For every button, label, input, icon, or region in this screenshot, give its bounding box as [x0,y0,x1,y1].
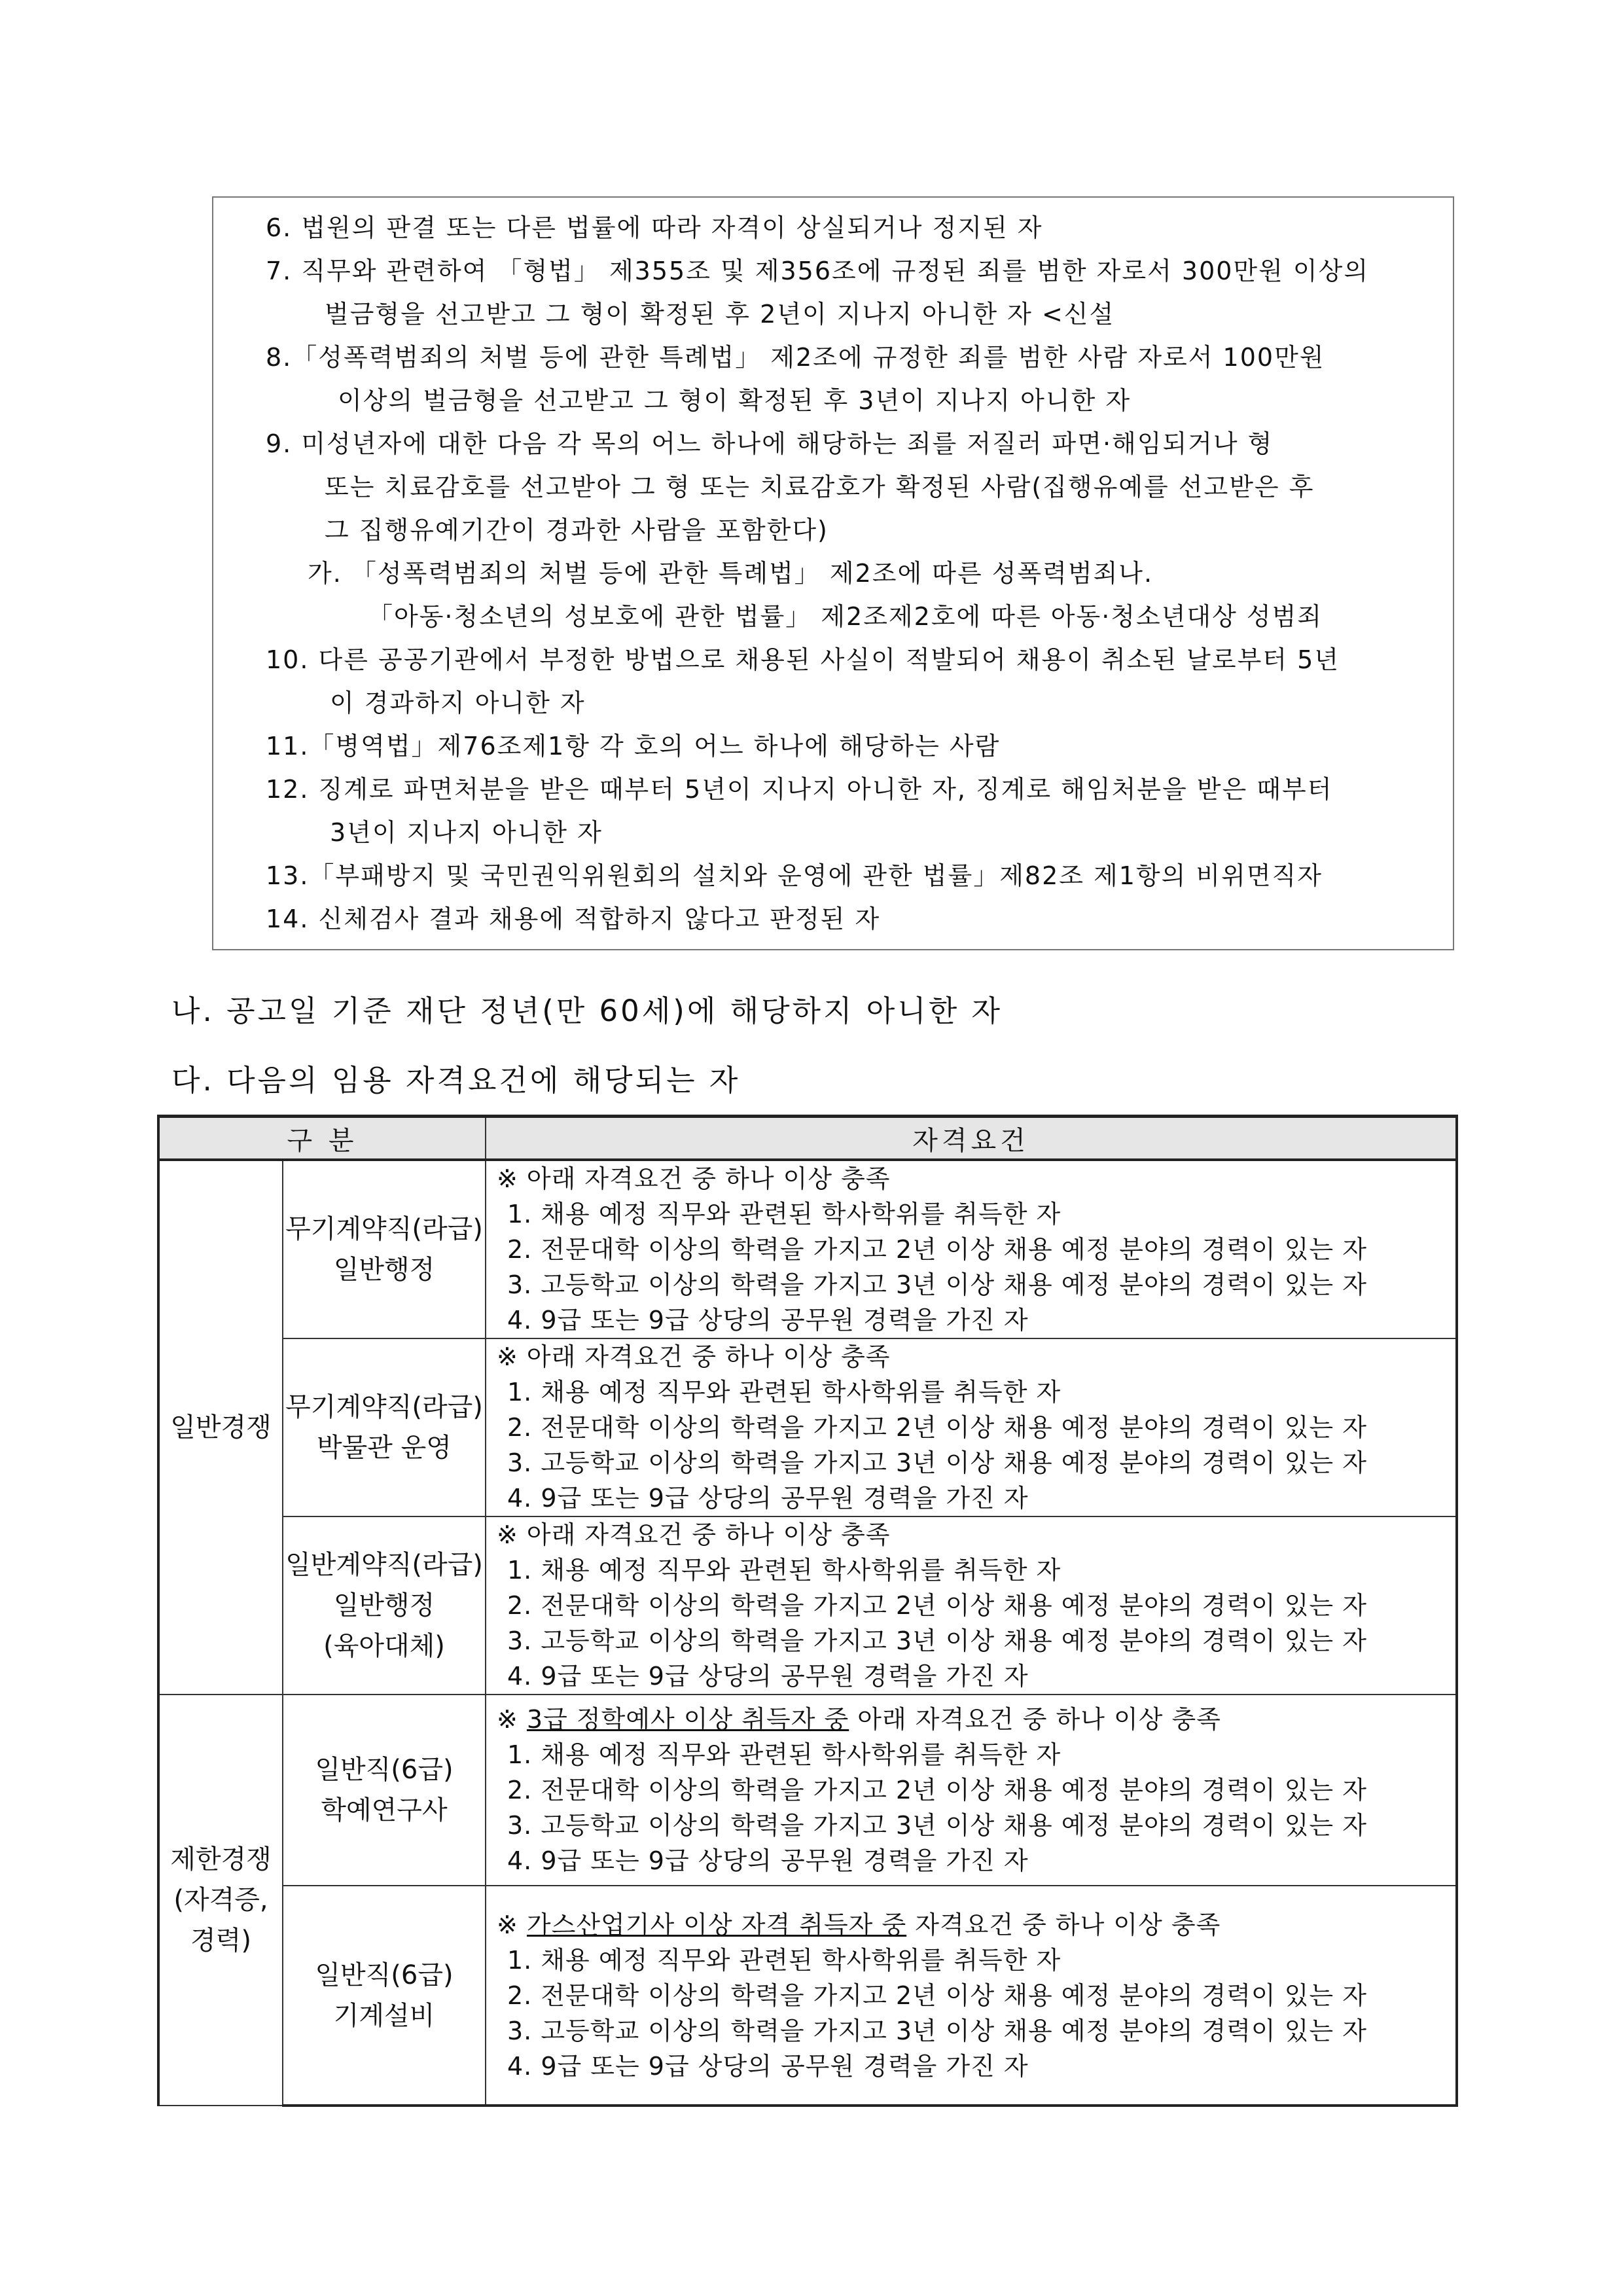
requirement-item-1: 1. 채용 예정 직무와 관련된 학사학위를 취득한 자 [507,1378,1061,1407]
requirement-item-3: 3. 고등학교 이상의 학력을 가지고 3년 이상 채용 예정 분야의 경력이 있는 자 [507,1270,1367,1299]
position-note: (육아대체) [323,1631,445,1661]
requirement-item-1: 1. 채용 예정 직무와 관련된 학사학위를 취득한 자 [507,1945,1061,1975]
requirement-item-3: 3. 고등학교 이상의 학력을 가지고 3년 이상 채용 예정 분야의 경력이 있는 자 [507,1626,1367,1655]
list-subitem-ga-cont: 「아동·청소년의 성보호에 관한 법률」 제2조제2호에 따른 아동·청소년대상 성범죄 [368,602,1323,631]
section-heading-na: 나. 공고일 기준 재단 정년(만 60세)에 해당하지 아니한 자 [171,994,1003,1028]
requirement-cell [486,1695,1457,1886]
list-item-9: 9. 미성년자에 대한 다음 각 목의 어느 하나에 해당하는 죄를 저질러 파면·해임되거나 형 [266,429,1274,458]
header-requirement: 자격요건 [486,1117,1457,1160]
list-item-10: 10. 다른 공공기관에서 부정한 방법으로 채용된 사실이 적발되어 채용이 취소된 날로부터 5년 [266,645,1340,674]
list-item-6: 6. 법원의 판결 또는 다른 법률에 따라 자격이 상실되거나 정지된 자 [266,213,1043,242]
category-limited-line-1: 제한경쟁 [170,1844,272,1874]
requirement-item-2: 2. 전문대학 이상의 학력을 가지고 2년 이상 채용 예정 분야의 경력이 있는 자 [507,1235,1367,1264]
requirement-item-2: 2. 전문대학 이상의 학력을 가지고 2년 이상 채용 예정 분야의 경력이 있는 자 [507,1591,1367,1620]
table-header-row [158,1117,1457,1160]
table-row [158,1886,1457,2106]
list-item-9-cont: 또는 치료감호를 선고받아 그 형 또는 치료감호가 확정된 사람(집행유예를 선고받은 후 [325,473,1315,501]
requirement-item-4: 4. 9급 또는 9급 상당의 공무원 경력을 가진 자 [507,1306,1029,1335]
position-field: 학예연구사 [321,1795,448,1825]
position-field: 일반행정 [333,1255,435,1285]
list-item-12-cont: 3년이 지나지 아니한 자 [330,818,603,847]
position-field: 기계설비 [333,2000,435,2031]
position-type: 일반직(6급) [315,1960,454,1990]
list-item-8: 8.「성폭력범죄의 처벌 등에 관한 특례법」 제2조에 규정한 죄를 범한 사람 자로서 100만원 [266,343,1325,372]
requirement-item-2: 2. 전문대학 이상의 학력을 가지고 2년 이상 채용 예정 분야의 경력이 있는 자 [507,1413,1367,1442]
position-type: 일반직(6급) [315,1755,454,1785]
position-type: 일반계약직(라급) [285,1550,483,1580]
list-item-8-cont: 이상의 벌금형을 선고받고 그 형이 확정된 후 3년이 지나지 아니한 자 [338,386,1132,415]
position-field: 일반행정 [333,1590,435,1621]
list-item-10-cont: 이 경과하지 아니한 자 [330,689,586,717]
category-general [158,1160,283,1695]
position-type: 무기계약직(라급) [285,1214,483,1244]
requirement-note: ※ 3급 정학예사 이상 취득자 중 아래 자격요건 중 하나 이상 충족 [497,1705,1221,1734]
requirement-cell [486,1516,1457,1695]
category-limited-line-2: (자격증, [173,1885,268,1915]
list-item-7: 7. 직무와 관련하여 「형법」 제355조 및 제356조에 규정된 죄를 범한 자로서 300만원 이상의 [266,257,1370,285]
requirement-item-3: 3. 고등학교 이상의 학력을 가지고 3년 이상 채용 예정 분야의 경력이 있는 자 [507,2016,1367,2045]
requirement-cell [486,1886,1457,2106]
list-item-12: 12. 징계로 파면처분을 받은 때부터 5년이 지나지 아니한 자, 징계로 해임처분을 받은 때부터 [266,775,1333,804]
requirement-item-4: 4. 9급 또는 9급 상당의 공무원 경력을 가진 자 [507,2051,1029,2081]
table-row [158,1338,1457,1516]
category-limited [158,1695,283,2106]
table-row [158,1695,1457,1886]
list-item-9-cont2: 그 집행유예기간이 경과한 사람을 포함한다) [325,516,829,545]
requirement-item-3: 3. 고등학교 이상의 학력을 가지고 3년 이상 채용 예정 분야의 경력이 있는 자 [507,1448,1367,1477]
requirement-item-3: 3. 고등학교 이상의 학력을 가지고 3년 이상 채용 예정 분야의 경력이 있는 자 [507,1811,1367,1840]
position-type: 무기계약직(라급) [285,1392,483,1422]
requirement-note: ※ 아래 자격요건 중 하나 이상 충족 [497,1342,891,1371]
table-row [158,1160,1457,1338]
list-item-14: 14. 신체검사 결과 채용에 적합하지 않다고 판정된 자 [266,905,881,933]
position-cell [283,1695,486,1886]
position-cell [283,1160,486,1338]
requirement-item-2: 2. 전문대학 이상의 학력을 가지고 2년 이상 채용 예정 분야의 경력이 있는 자 [507,1981,1367,2010]
requirement-item-2: 2. 전문대학 이상의 학력을 가지고 2년 이상 채용 예정 분야의 경력이 있는 자 [507,1776,1367,1804]
list-item-13: 13.「부패방지 및 국민권익위원회의 설치와 운영에 관한 법률」제82조 제1항의 비위면직자 [266,861,1323,890]
requirement-item-4: 4. 9급 또는 9급 상당의 공무원 경력을 가진 자 [507,1846,1029,1875]
requirement-cell [486,1160,1457,1338]
category-general-label: 일반경쟁 [170,1412,272,1443]
requirement-note-underlined: 가스산업기사 이상 자격 취득자 중 [526,1910,907,1939]
section-heading-da: 다. 다음의 임용 자격요건에 해당되는 자 [171,1063,741,1098]
requirement-item-4: 4. 9급 또는 9급 상당의 공무원 경력을 가진 자 [507,1662,1029,1691]
position-cell [283,1338,486,1516]
qualification-table [157,1115,1458,2107]
position-cell [283,1516,486,1695]
list-item-7-cont: 벌금형을 선고받고 그 형이 확정된 후 2년이 지나지 아니한 자 <신설 [325,300,1115,329]
disqualification-list-box [212,196,1454,950]
requirement-note-underlined: 3급 정학예사 이상 취득자 중 [526,1705,849,1734]
position-field: 박물관 운영 [317,1433,452,1463]
requirement-note: ※ 아래 자격요건 중 하나 이상 충족 [497,1164,891,1193]
position-cell [283,1886,486,2106]
list-subitem-ga: 가. 「성폭력범죄의 처벌 등에 관한 특례법」 제2조에 따른 성폭력범죄나. [308,559,1154,588]
requirement-item-1: 1. 채용 예정 직무와 관련된 학사학위를 취득한 자 [507,1556,1061,1585]
header-category: 구 분 [158,1117,486,1160]
requirement-item-1: 1. 채용 예정 직무와 관련된 학사학위를 취득한 자 [507,1200,1061,1229]
requirement-cell [486,1338,1457,1516]
table-row [158,1516,1457,1695]
requirement-note: ※ 아래 자격요건 중 하나 이상 충족 [497,1520,891,1549]
requirement-note: ※ 가스산업기사 이상 자격 취득자 중 자격요건 중 하나 이상 충족 [497,1910,1221,1939]
list-item-11: 11.「병역법」제76조제1항 각 호의 어느 하나에 해당하는 사람 [266,732,1001,761]
requirement-item-4: 4. 9급 또는 9급 상당의 공무원 경력을 가진 자 [507,1484,1029,1513]
category-limited-line-3: 경력) [190,1926,251,1956]
requirement-item-1: 1. 채용 예정 직무와 관련된 학사학위를 취득한 자 [507,1740,1061,1769]
